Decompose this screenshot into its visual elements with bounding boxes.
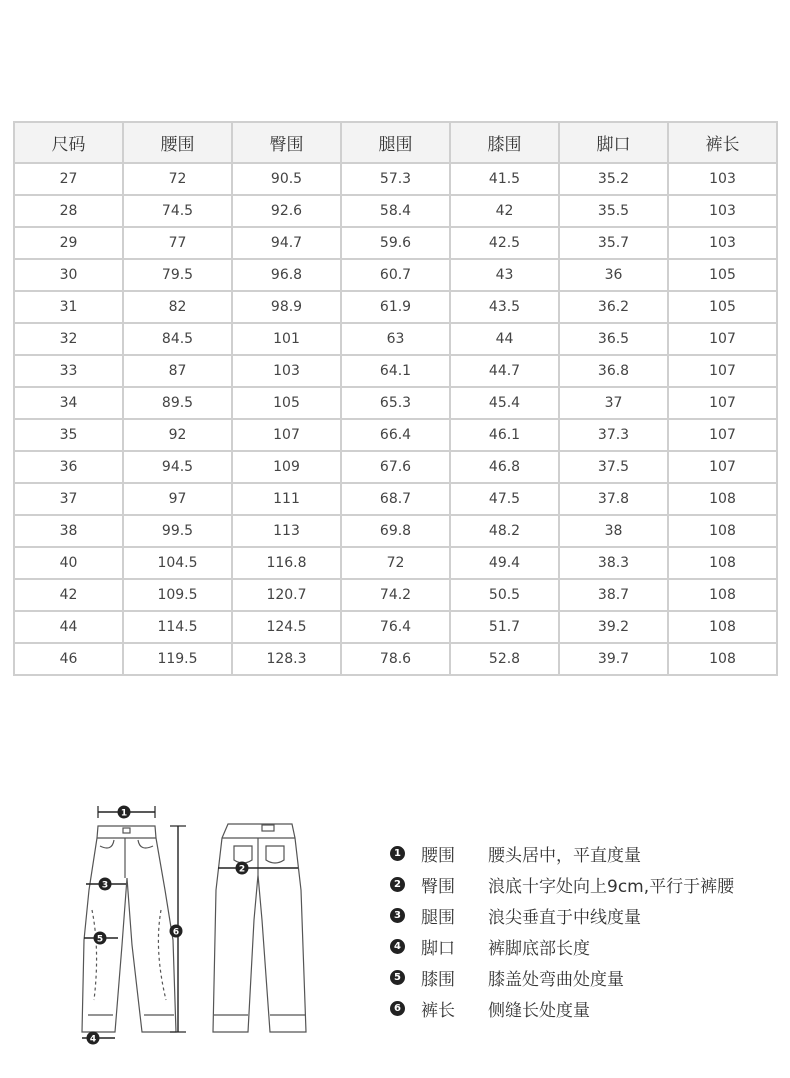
table-cell: 46.8 <box>450 451 559 483</box>
table-cell: 69.8 <box>341 515 450 547</box>
table-cell: 109 <box>232 451 341 483</box>
svg-text:3: 3 <box>101 880 109 891</box>
table-cell: 35 <box>14 419 123 451</box>
table-cell: 36.2 <box>559 291 668 323</box>
table-cell: 103 <box>668 195 777 227</box>
table-cell: 63 <box>341 323 450 355</box>
table-cell: 49.4 <box>450 547 559 579</box>
table-cell: 97 <box>123 483 232 515</box>
legend-measurement-description: 浪尖垂直于中线度量 <box>488 908 641 928</box>
back-pants-drawing <box>213 824 306 1032</box>
table-cell: 38 <box>14 515 123 547</box>
table-cell: 58.4 <box>341 195 450 227</box>
table-cell: 108 <box>668 579 777 611</box>
column-header: 裤长 <box>668 122 777 163</box>
table-cell: 72 <box>341 547 450 579</box>
table-cell: 82 <box>123 291 232 323</box>
table-cell: 96.8 <box>232 259 341 291</box>
column-header: 尺码 <box>14 122 123 163</box>
legend-number-badge: 2 <box>390 877 405 892</box>
table-row <box>14 163 777 195</box>
table-cell: 107 <box>668 451 777 483</box>
table-cell: 39.2 <box>559 611 668 643</box>
table-cell: 37 <box>14 483 123 515</box>
table-cell: 43.5 <box>450 291 559 323</box>
table-cell: 68.7 <box>341 483 450 515</box>
table-row <box>14 419 777 451</box>
marker-4 <box>87 1032 100 1045</box>
table-cell: 36.5 <box>559 323 668 355</box>
legend-number-badge: 6 <box>390 1001 405 1016</box>
table-cell: 36 <box>559 259 668 291</box>
table-row <box>14 323 777 355</box>
table-cell: 32 <box>14 323 123 355</box>
table-cell: 39.7 <box>559 643 668 675</box>
table-cell: 36 <box>14 451 123 483</box>
table-cell: 30 <box>14 259 123 291</box>
table-cell: 61.9 <box>341 291 450 323</box>
table-cell: 37 <box>559 387 668 419</box>
column-header: 膝围 <box>450 122 559 163</box>
table-row <box>14 483 777 515</box>
svg-text:6: 6 <box>172 927 180 938</box>
legend-item <box>390 931 780 962</box>
table-cell: 84.5 <box>123 323 232 355</box>
table-cell: 37.3 <box>559 419 668 451</box>
table-cell: 51.7 <box>450 611 559 643</box>
legend-number-badge: 3 <box>390 908 405 923</box>
legend-measurement-name: 膝围 <box>421 970 455 990</box>
table-cell: 113 <box>232 515 341 547</box>
table-cell: 66.4 <box>341 419 450 451</box>
table-row <box>14 611 777 643</box>
table-cell: 48.2 <box>450 515 559 547</box>
table-cell: 107 <box>668 323 777 355</box>
legend-measurement-name: 脚口 <box>421 939 455 959</box>
table-cell: 37.5 <box>559 451 668 483</box>
legend-item <box>390 838 780 869</box>
table-cell: 40 <box>14 547 123 579</box>
table-cell: 59.6 <box>341 227 450 259</box>
legend-number-badge: 4 <box>390 939 405 954</box>
table-cell: 107 <box>668 419 777 451</box>
table-cell: 94.7 <box>232 227 341 259</box>
marker-2 <box>236 862 249 875</box>
legend-measurement-name: 腰围 <box>421 846 455 866</box>
table-cell: 103 <box>232 355 341 387</box>
legend-item <box>390 962 780 993</box>
table-row <box>14 291 777 323</box>
svg-text:5: 5 <box>96 934 104 945</box>
table-cell: 120.7 <box>232 579 341 611</box>
table-cell: 119.5 <box>123 643 232 675</box>
table-cell: 98.9 <box>232 291 341 323</box>
table-cell: 33 <box>14 355 123 387</box>
table-cell: 41.5 <box>450 163 559 195</box>
table-cell: 79.5 <box>123 259 232 291</box>
table-cell: 43 <box>450 259 559 291</box>
table-cell: 29 <box>14 227 123 259</box>
table-cell: 35.5 <box>559 195 668 227</box>
table-cell: 108 <box>668 515 777 547</box>
table-cell: 89.5 <box>123 387 232 419</box>
table-cell: 107 <box>232 419 341 451</box>
table-row <box>14 387 777 419</box>
table-row <box>14 643 777 675</box>
marker-1 <box>118 806 131 819</box>
table-cell: 44.7 <box>450 355 559 387</box>
table-row <box>14 515 777 547</box>
table-row <box>14 451 777 483</box>
table-cell: 42.5 <box>450 227 559 259</box>
table-cell: 105 <box>668 291 777 323</box>
table-cell: 92 <box>123 419 232 451</box>
table-cell: 108 <box>668 611 777 643</box>
table-row <box>14 355 777 387</box>
table-cell: 38.3 <box>559 547 668 579</box>
table-cell: 107 <box>668 387 777 419</box>
table-cell: 45.4 <box>450 387 559 419</box>
legend-measurement-description: 膝盖处弯曲处度量 <box>488 970 624 990</box>
table-row <box>14 579 777 611</box>
table-cell: 101 <box>232 323 341 355</box>
legend-measurement-description: 侧缝长处度量 <box>488 1001 590 1021</box>
table-cell: 52.8 <box>450 643 559 675</box>
table-cell: 46 <box>14 643 123 675</box>
table-cell: 42 <box>14 579 123 611</box>
table-cell: 99.5 <box>123 515 232 547</box>
table-cell: 104.5 <box>123 547 232 579</box>
legend-measurement-name: 腿围 <box>421 908 455 928</box>
table-cell: 35.2 <box>559 163 668 195</box>
table-cell: 64.1 <box>341 355 450 387</box>
table-row <box>14 195 777 227</box>
legend-item <box>390 869 780 900</box>
table-cell: 103 <box>668 163 777 195</box>
table-cell: 67.6 <box>341 451 450 483</box>
front-pants-drawing <box>82 806 186 1038</box>
table-cell: 28 <box>14 195 123 227</box>
table-cell: 76.4 <box>341 611 450 643</box>
legend-measurement-description: 腰头居中，平直度量 <box>488 846 641 866</box>
pants-measurement-diagram <box>70 800 310 1050</box>
table-cell: 37.8 <box>559 483 668 515</box>
table-body <box>14 163 777 675</box>
legend-number-badge: 1 <box>390 846 405 861</box>
table-cell: 50.5 <box>450 579 559 611</box>
table-cell: 87 <box>123 355 232 387</box>
table-cell: 44 <box>14 611 123 643</box>
legend-item <box>390 900 780 931</box>
table-cell: 108 <box>668 643 777 675</box>
table-cell: 77 <box>123 227 232 259</box>
table-cell: 42 <box>450 195 559 227</box>
measurement-legend <box>390 838 780 1024</box>
table-cell: 108 <box>668 483 777 515</box>
table-cell: 107 <box>668 355 777 387</box>
column-header: 臀围 <box>232 122 341 163</box>
table-header-row <box>14 122 777 163</box>
table-cell: 94.5 <box>123 451 232 483</box>
marker-3 <box>99 878 112 891</box>
legend-measurement-name: 裤长 <box>421 1001 455 1021</box>
legend-measurement-description: 裤脚底部长度 <box>488 939 590 959</box>
table-cell: 46.1 <box>450 419 559 451</box>
table-cell: 38.7 <box>559 579 668 611</box>
table-cell: 105 <box>668 259 777 291</box>
table-cell: 92.6 <box>232 195 341 227</box>
marker-5 <box>94 932 107 945</box>
legend-measurement-description: 浪底十字处向上9cm,平行于裤腰 <box>488 877 735 897</box>
table-cell: 105 <box>232 387 341 419</box>
table-cell: 44 <box>450 323 559 355</box>
table-cell: 27 <box>14 163 123 195</box>
table-cell: 38 <box>559 515 668 547</box>
svg-text:2: 2 <box>238 864 246 875</box>
table-cell: 74.5 <box>123 195 232 227</box>
table-row <box>14 227 777 259</box>
table-cell: 109.5 <box>123 579 232 611</box>
table-cell: 72 <box>123 163 232 195</box>
table-cell: 74.2 <box>341 579 450 611</box>
table-cell: 111 <box>232 483 341 515</box>
table-cell: 60.7 <box>341 259 450 291</box>
svg-text:4: 4 <box>89 1034 97 1045</box>
table-cell: 34 <box>14 387 123 419</box>
table-cell: 90.5 <box>232 163 341 195</box>
table-cell: 31 <box>14 291 123 323</box>
legend-item <box>390 993 780 1024</box>
column-header: 腿围 <box>341 122 450 163</box>
column-header: 脚口 <box>559 122 668 163</box>
table-cell: 35.7 <box>559 227 668 259</box>
table-cell: 108 <box>668 547 777 579</box>
table-row <box>14 259 777 291</box>
table-cell: 124.5 <box>232 611 341 643</box>
legend-number-badge: 5 <box>390 970 405 985</box>
marker-6 <box>170 925 183 938</box>
table-cell: 128.3 <box>232 643 341 675</box>
column-header: 腰围 <box>123 122 232 163</box>
svg-text:1: 1 <box>120 808 128 819</box>
table-cell: 57.3 <box>341 163 450 195</box>
size-chart-table <box>13 121 778 676</box>
table-row <box>14 547 777 579</box>
table-cell: 65.3 <box>341 387 450 419</box>
table-cell: 114.5 <box>123 611 232 643</box>
table-cell: 103 <box>668 227 777 259</box>
table-cell: 47.5 <box>450 483 559 515</box>
table-cell: 78.6 <box>341 643 450 675</box>
table-cell: 36.8 <box>559 355 668 387</box>
legend-measurement-name: 臀围 <box>421 877 455 897</box>
table-cell: 116.8 <box>232 547 341 579</box>
